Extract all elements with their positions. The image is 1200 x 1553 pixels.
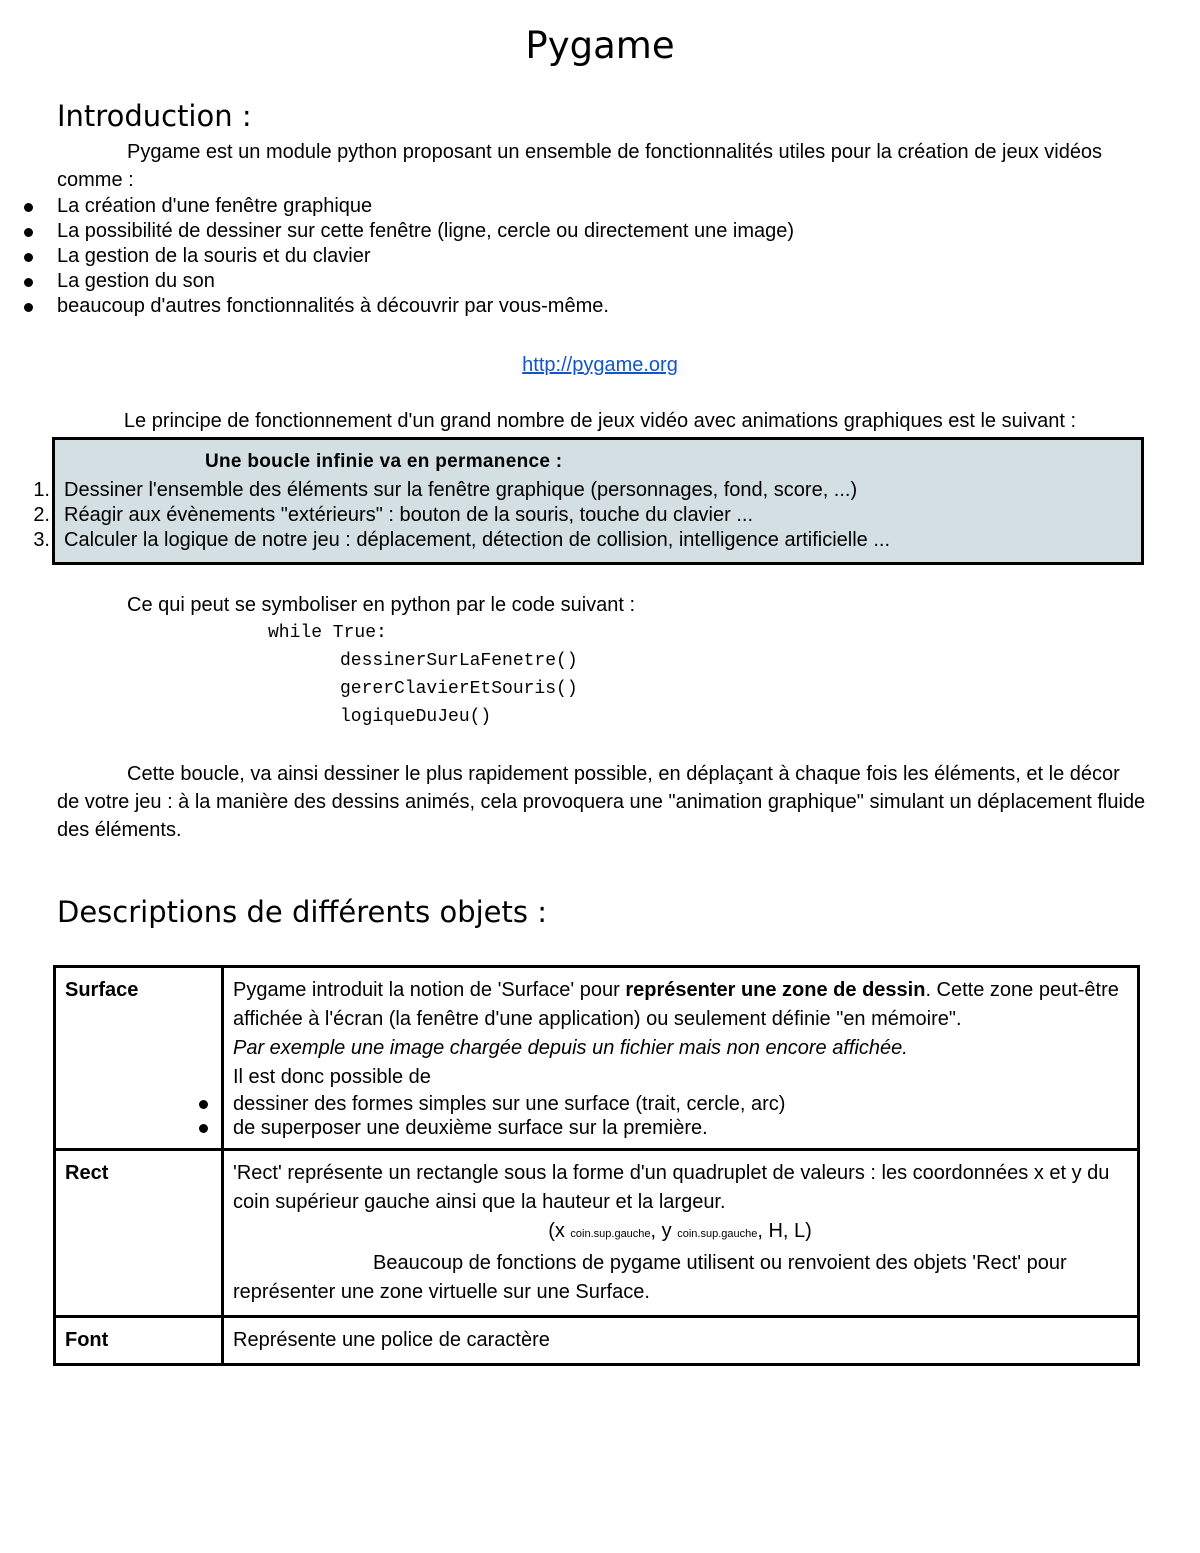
table-row [55, 1317, 1139, 1365]
list-item [233, 1092, 1127, 1116]
introduction-paragraph-text: Pygame est un module python proposant un ensemble de fonctionnalités utiles pour la création de jeux vidéos comme : [57, 141, 1103, 191]
feature-list [0, 194, 794, 319]
rect-text: 'Rect' représente un rectangle sous la forme d'un quadruplet de valeurs : les coordonnées x et y du coin supérieur gauche ainsi que la hauteur et la largeur. [233, 1162, 1110, 1213]
objects-heading: Descriptions de différents objets : [57, 895, 547, 929]
code-line-input: gererClavierEtSouris() [340, 679, 578, 699]
list-item-text: beaucoup d'autres fonctionnalités à découvrir par vous-même. [57, 295, 609, 317]
introduction-paragraph [57, 138, 1147, 194]
surface-example: Par exemple une image chargée depuis un fichier mais non encore affichée. [233, 1037, 908, 1059]
surface-text-after: . Cette zone peut-être affichée à l'écran (la fenêtre d'une application) ou seulement définie "en mémoire". [233, 979, 1119, 1030]
surface-text: Pygame introduit la notion de 'Surface' pour [233, 979, 626, 1001]
list-item [0, 219, 794, 244]
step-number: 1. [33, 479, 50, 501]
bullet-icon [24, 203, 33, 212]
bullet-icon [24, 253, 33, 262]
code-line-draw: dessinerSurLaFenetre() [340, 651, 578, 671]
list-item [233, 1116, 1127, 1140]
bullet-icon [24, 228, 33, 237]
formula-part: (x [548, 1220, 571, 1242]
list-item-text: dessiner des formes simples sur une surface (trait, cercle, arc) [233, 1093, 786, 1115]
pygame-link[interactable]: http://pygame.org [522, 354, 678, 376]
list-item [0, 194, 794, 219]
loop-steps [0, 478, 890, 553]
bullet-icon [24, 303, 33, 312]
introduction-heading: Introduction : [57, 99, 252, 133]
formula-subscript: coin.sup.gauche [677, 1228, 758, 1240]
table-row [55, 967, 1139, 1150]
list-item-text: La création d'une fenêtre graphique [57, 195, 373, 217]
surface-name: Surface [55, 967, 223, 1150]
loop-explanation-text: Cette boucle, va ainsi dessiner le plus rapidement possible, en déplaçant à chaque fois les éléments, et le décor de votre jeu : à la manière des dessins animés, cela provoquera une "animation graphique" simulant un déplacement fluide des éléments. [57, 763, 1146, 841]
font-name: Font [55, 1317, 223, 1365]
formula-subscript: coin.sup.gauche [570, 1228, 651, 1240]
step-text: Réagir aux évènements "extérieurs" : bouton de la souris, touche du clavier ... [64, 504, 754, 526]
list-item [0, 528, 890, 553]
surface-bold-text: représenter une zone de dessin [625, 979, 926, 1001]
formula-part: , y [650, 1220, 678, 1242]
step-number: 2. [33, 504, 50, 526]
list-item-text: de superposer une deuxième surface sur la première. [233, 1117, 708, 1139]
rect-text-2: Beaucoup de fonctions de pygame utilisent ou renvoient des objets 'Rect' pour représenter une zone virtuelle sur une Surface. [233, 1252, 1067, 1303]
rect-formula [233, 1217, 1127, 1249]
formula-part: , H, L) [757, 1220, 812, 1242]
code-line-while: while True: [268, 623, 387, 643]
loop-explanation [57, 760, 1147, 844]
rect-description [223, 1150, 1139, 1317]
surface-list [233, 1092, 1127, 1140]
bullet-icon [199, 1100, 208, 1109]
list-item [0, 269, 794, 294]
list-item [0, 294, 794, 319]
font-description: Représente une police de caractère [223, 1317, 1139, 1365]
surface-description [223, 967, 1139, 1150]
list-item-text: La gestion de la souris et du clavier [57, 245, 371, 267]
table-row [55, 1150, 1139, 1317]
list-item [0, 478, 890, 503]
loop-heading: Une boucle infinie va en permanence : [205, 451, 563, 472]
objects-table [53, 965, 1140, 1366]
page-title: Pygame [525, 24, 675, 67]
list-item [0, 503, 890, 528]
list-item-text: La gestion du son [57, 270, 215, 292]
rect-name: Rect [55, 1150, 223, 1317]
step-number: 3. [33, 529, 50, 551]
step-text: Calculer la logique de notre jeu : déplacement, détection de collision, intelligence artificielle ... [64, 529, 891, 551]
code-line-logic: logiqueDuJeu() [340, 707, 492, 727]
bullet-icon [24, 278, 33, 287]
list-item [0, 244, 794, 269]
link-row [0, 351, 1200, 379]
surface-list-intro: Il est donc possible de [233, 1066, 431, 1088]
code-intro: Ce qui peut se symboliser en python par le code suivant : [127, 594, 636, 616]
step-text: Dessiner l'ensemble des éléments sur la fenêtre graphique (personnages, fond, score, ...) [64, 479, 858, 501]
list-item-text: La possibilité de dessiner sur cette fenêtre (ligne, cercle ou directement une image) [57, 220, 795, 242]
principle-text: Le principe de fonctionnement d'un grand nombre de jeux vidéo avec animations graphiques est le suivant : [123, 410, 1077, 432]
bullet-icon [199, 1124, 208, 1133]
